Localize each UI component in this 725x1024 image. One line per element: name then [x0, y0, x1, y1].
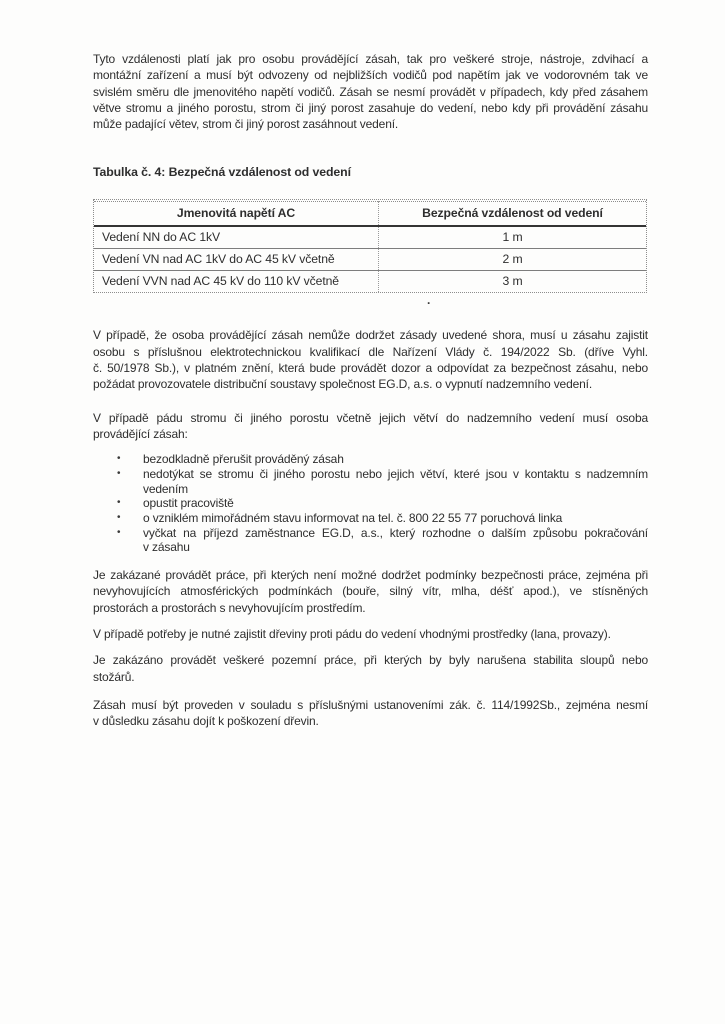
tree-fall-intro-paragraph: V případě pádu stromu či jiného porostu včetně jejich větví do nadzemního vedení musí osoba provádějící zásah: [93, 410, 648, 441]
instructions-list [93, 452, 648, 555]
law-compliance-paragraph: Zásah musí být proveden v souladu s příslušnými ustanoveními zák. č. 114/1992Sb., zejména nesmí v důsledku zásahu dojít k poškození dřevin. [93, 697, 648, 729]
bullet-icon: • [117, 512, 121, 524]
intro-paragraph: Tyto vzdálenosti platí jak pro osobu provádějící zásah, tak pro veškeré stroje, nástroje, zdvihací a montážní zařízení a musí být odvozeny od nejbližších vodičů pod napětím jak ve vodorovném tak ve svislém směru dle jmenovitého napětí vodičů. Zásah se nesmí provádět v případech, kdy před zásahem větve stromu a jiného porostu, strom či jiný porost zasahuje do vedení, nebo kdy při provádění zásahu může padající větev, strom či jiný porost zasáhnout vedení. [93, 52, 648, 132]
safety-distance-table [93, 199, 647, 293]
ground-work-prohibition-paragraph: Je zakázáno provádět veškeré pozemní práce, při kterých by byly narušena stabilita sloupů nebo stožárů. [93, 653, 648, 684]
distance-cell: 3 m [379, 271, 647, 293]
list-item-text: opustit pracoviště [143, 496, 234, 511]
table-header-row [94, 202, 646, 227]
list-item [117, 452, 648, 467]
distance-cell: 1 m [502, 230, 523, 245]
distance-cell: 2 m [379, 249, 647, 271]
table-row [94, 226, 646, 249]
list-item [117, 496, 648, 511]
list-item-text: bezodkladně přerušit prováděný zásah [143, 452, 344, 467]
stray-dot-mark: . [427, 293, 431, 308]
bullet-icon: • [117, 467, 121, 479]
list-item-text: o vzniklém mimořádném stavu informovat na tel. č. 800 22 55 77 poruchová linka [143, 511, 563, 526]
bullet-icon: • [117, 453, 121, 465]
table-row [94, 249, 646, 271]
list-item [117, 526, 648, 555]
list-item-text: nedotýkat se stromu či jiného porostu nebo jejich větví, které jsou v kontaktu s nadzemním vedením [143, 466, 648, 496]
column-header-distance: Bezpečná vzdálenost od vedení [379, 202, 647, 227]
voltage-cell: Vedení VN nad AC 1kV do AC 45 kV včetně [94, 249, 379, 271]
column-header-voltage: Jmenovitá napětí AC [94, 202, 379, 227]
supervision-paragraph: V případě, že osoba provádějící zásah nemůže dodržet zásady uvedené shora, musí u zásahu zajistit osobu s příslušnou elektrotechnickou kvalifikací dle Nařízení Vlády č. 194/2022 Sb. (dříve Vyhl. č. 50/1978 Sb.), v platném znění, která bude provádět dozor a odpovídat za bezpečnost zásahu, nebo požádat provozovatele distribuční soustavy společnost EG.D, a.s. o vypnutí nadzemního vedení. [93, 328, 648, 392]
list-item [117, 511, 648, 526]
securing-trees-paragraph: V případě potřeby je nutné zajistit dřeviny proti pádu do vedení vhodnými prostředky (lana, provazy). [93, 627, 611, 642]
bullet-icon: • [117, 497, 121, 509]
table-row [94, 271, 646, 293]
list-item [117, 467, 648, 496]
bullet-icon: • [117, 526, 121, 538]
table-caption: Tabulka č. 4: Bezpečná vzdálenost od vedení [93, 165, 351, 180]
prohibited-work-paragraph: Je zakázané provádět práce, při kterých není možné dodržet podmínky bezpečnosti práce, zejména při nevyhovujících atmosférických podmínkách (bouře, silný vítr, mlha, déšť apod.), ve stísněných prostorách a prostorách s nevyhovujícím prostředím. [93, 568, 648, 615]
voltage-cell: Vedení NN do AC 1kV [94, 226, 379, 249]
list-item-text: vyčkat na příjezd zaměstnance EG.D, a.s., který rozhodne o dalším způsobu pokračování v zásahu [143, 525, 648, 555]
voltage-cell: Vedení VVN nad AC 45 kV do 110 kV včetně [94, 271, 379, 293]
